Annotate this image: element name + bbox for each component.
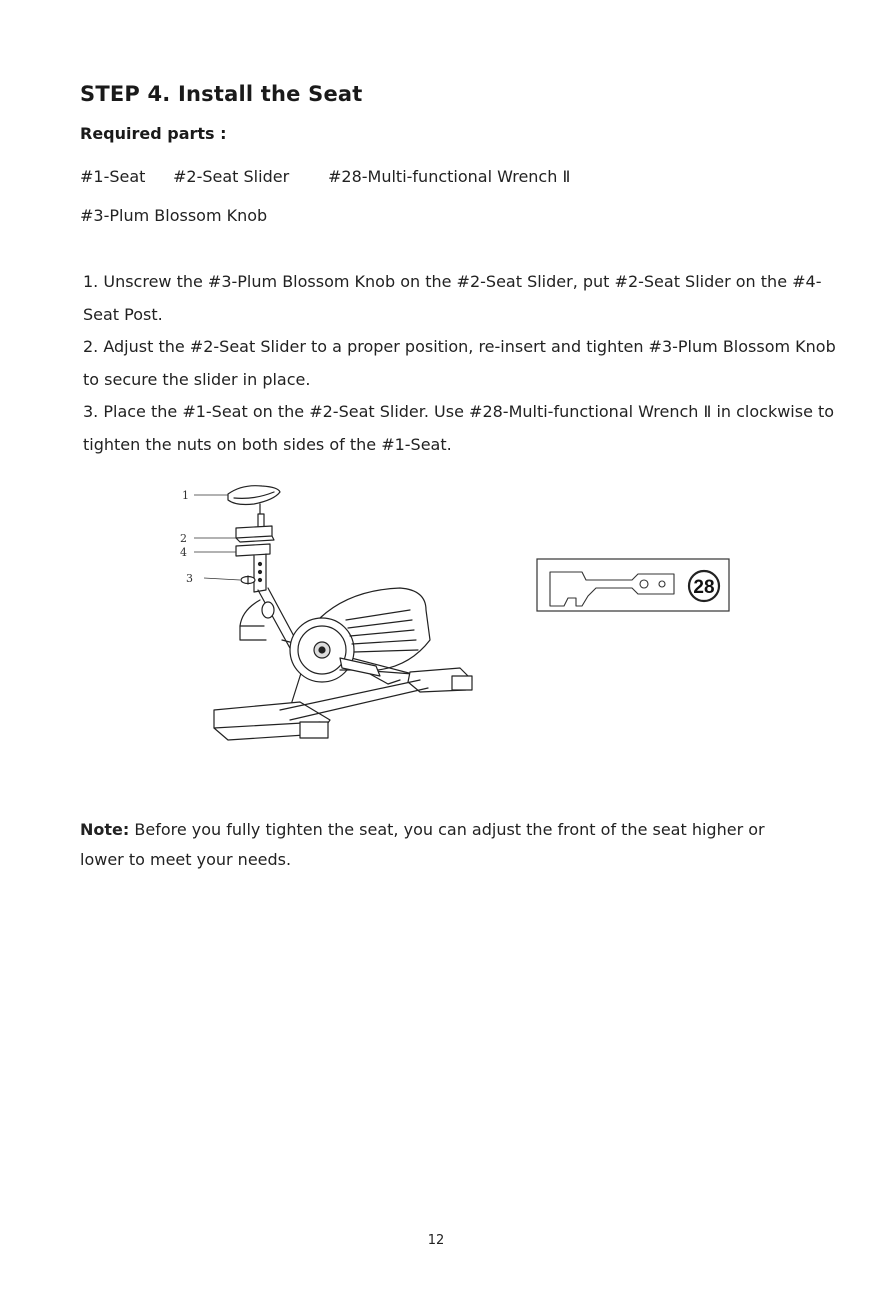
callout-1: 1 bbox=[182, 489, 189, 502]
part-wrench: #28-Multi-functional Wrench Ⅱ bbox=[328, 167, 571, 186]
bike-assembly-diagram bbox=[170, 470, 490, 750]
instructions bbox=[83, 266, 843, 461]
callout-2: 2 bbox=[180, 532, 187, 545]
callout-4: 4 bbox=[180, 546, 187, 559]
instruction-step-3: 3. Place the #1-Seat on the #2-Seat Slider. Use #28-Multi-functional Wrench Ⅱ in clockwise to tighten the nuts on both sides of the #1-Seat. bbox=[83, 402, 835, 454]
part-plum-blossom-knob: #3-Plum Blossom Knob bbox=[80, 206, 268, 225]
callout-3: 3 bbox=[186, 572, 193, 585]
part-seat: #1-Seat bbox=[80, 167, 146, 186]
note-text: Before you fully tighten the seat, you can adjust the front of the seat higher or lower to meet your needs. bbox=[80, 820, 765, 869]
instruction-step-2: 2. Adjust the #2-Seat Slider to a proper position, re-insert and tighten #3-Plum Blossom Knob to secure the slider in place. bbox=[83, 337, 836, 389]
note-paragraph bbox=[80, 815, 800, 875]
part-seat-slider: #2-Seat Slider bbox=[173, 167, 290, 186]
required-parts-label: Required parts : bbox=[80, 124, 227, 143]
wrench-part-number: 28 bbox=[693, 577, 715, 598]
note-label: Note: bbox=[80, 820, 130, 839]
page-title: STEP 4. Install the Seat bbox=[80, 82, 363, 106]
wrench-illustration bbox=[536, 558, 732, 614]
page-number: 12 bbox=[427, 1233, 445, 1248]
instruction-step-1: 1. Unscrew the #3-Plum Blossom Knob on the #2-Seat Slider, put #2-Seat Slider on the #4-Seat Post. bbox=[83, 272, 822, 324]
